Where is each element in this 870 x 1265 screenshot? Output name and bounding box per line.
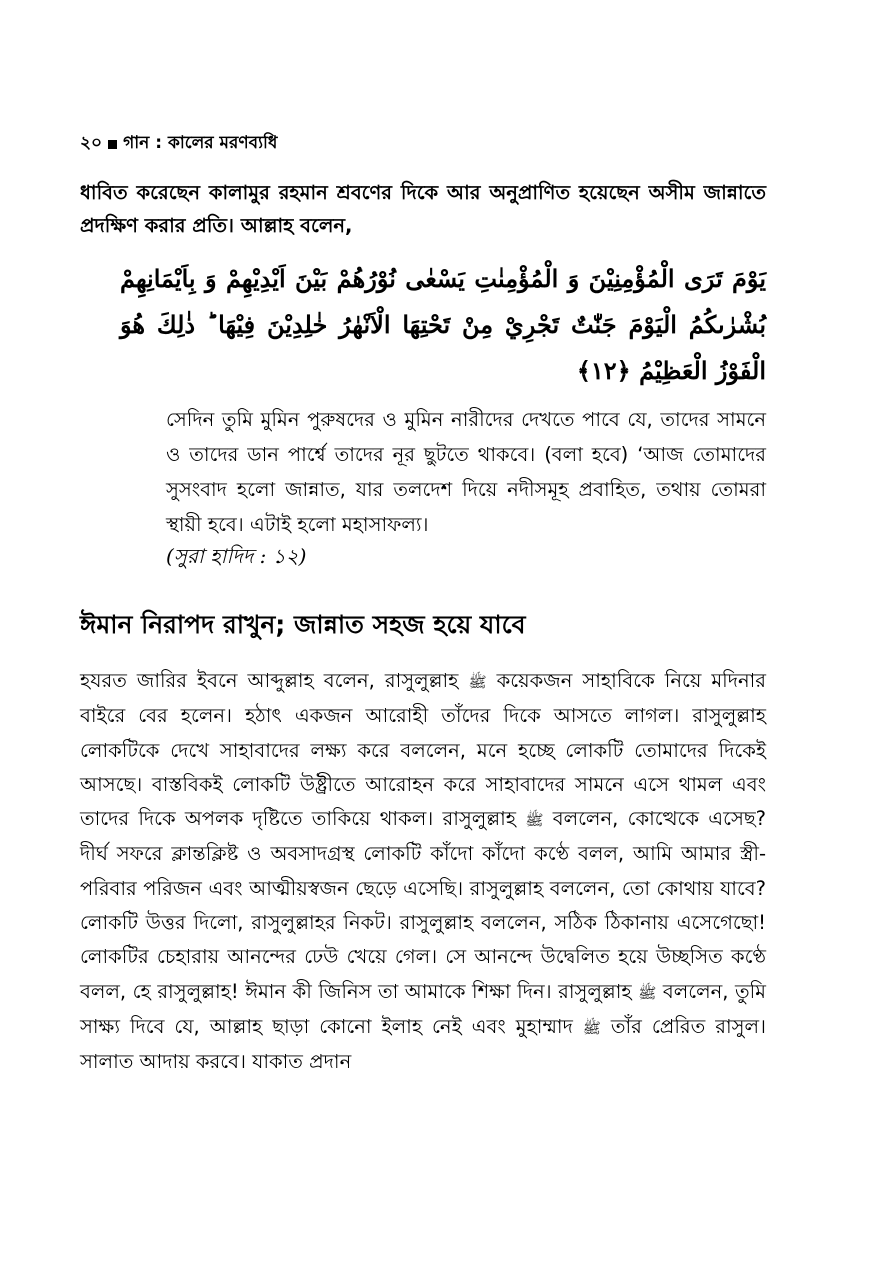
verse-citation: (সুরা হাদিদ : ১২) (166, 544, 307, 568)
paragraph-segment: তাঁর প্রেরিত রাসুল। সালাত আদায় করবে। যাকাত প্রদান (80, 1014, 766, 1074)
paragraph-segment: বললেন, তুমি সাক্ষ্য দিবে যে, আল্লাহ ছাড়া কোনো ইলাহ নেই এবং মুহাম্মাদ (80, 979, 767, 1038)
page-number: ২০ (80, 133, 103, 153)
paragraph-segment: কয়েকজন সাহাবিকে নিয়ে মদিনার বাইরে বের হলেন। হঠাৎ একজন আরোহী তাঁদের দিকে আসতে লাগল। রাসুলুল্লাহ লোকটিকে দেখে সাহাবাদের লক্ষ্য করে বললেন, মনে হচ্ছে লোকটি তোমাদের দিকেই আসছে। বাস্তবিকই লোকটি উষ্ট্রীতে আরোহন করে সাহাবাদের সামনে এসে থামল এবং তাদের দিকে অপলক দৃষ্টিতে তাকিয়ে থাকল। রাসুলুল্লাহ (80, 669, 767, 831)
pbuh-glyph-icon: ﷺ (468, 673, 487, 691)
main-paragraph (80, 664, 766, 1080)
arabic-verse: يَوْمَ تَرَى الْمُؤْمِنِيْنَ وَ الْمُؤْمِنٰتِ يَسْعٰى نُوْرُهُمْ بَيْنَ اَيْدِيْهِمْ وَ بِاَيْمَانِهِمْ بُشْرٰىكُمُ الْيَوْمَ جَنّٰتٌ تَجْرِيْ مِنْ تَحْتِهَا الْاَنْهٰرُ خٰلِدِيْنَ فِيْهَا ؕ ذٰلِكَ هُوَ الْفَوْزُ الْعَظِيْمُ ﴿١٢﴾ (120, 264, 766, 385)
section-heading: ঈমান নিরাপদ রাখুন; জান্নাত সহজ হয়ে যাবে (80, 610, 526, 639)
book-page (80, 130, 766, 1080)
pbuh-glyph-icon: ﷺ (525, 811, 544, 830)
verse-translation: সেদিন তুমি মুমিন পুরুষদের ও মুমিন নারীদের দেখতে পাবে যে, তাদের সামনে ও তাদের ডান পার্শ্বে তাদের নূর ছুটতে থাকবে। (বলা হবে) ‘আজ তোমাদের সুসংবাদ হলো জান্নাত, যার তলদেশ দিয়ে নদীসমূহ প্রবাহিত, তথায় তোমরা স্থায়ী হবে। এটাই হলো মহাসাফল্য। (166, 408, 766, 536)
paragraph-segment: বললেন, কোত্থেকে এসেছ? দীর্ঘ সফরে ক্লান্তক্লিষ্ট ও অবসাদগ্রস্থ লোকটি কাঁদো কাঁদো কণ্ঠে বলল, আমি আমার স্ত্রী-পরিবার পরিজন এবং আত্মীয়স্বজন ছেড়ে এসেছি। রাসুলুল্লাহ বললেন, তো কোথায় যাবে? লোকটি উত্তর দিলো, রাসুলুল্লাহর নিকট। রাসুলুল্লাহ বললেন, সঠিক ঠিকানায় এসেগেছো! লোকটির চেহারায় আনন্দের ঢেউ খেয়ে গেল। সে আনন্দে উদ্বেলিত হয়ে উচ্ছসিত কণ্ঠে বলল, হে রাসুলুল্লাহ! ঈমান কী জিনিস তা আমাকে শিক্ষা দিন। রাসুলুল্লাহ (80, 807, 767, 1003)
pbuh-glyph-icon: ﷺ (582, 1018, 601, 1037)
pbuh-glyph-icon: ﷺ (638, 983, 657, 1002)
paragraph-segment: হযরত জারির ইবনে আব্দুল্লাহ বলেন, রাসুলুল্লাহ (80, 669, 459, 692)
square-bullet-icon (108, 140, 117, 149)
book-title: গান : কালের মরণব্যধি (123, 133, 278, 153)
running-header (80, 130, 766, 158)
intro-paragraph: ধাবিত করেছেন কালামুর রহমান শ্রবণের দিকে আর অনুপ্রাণিত হয়েছেন অসীম জান্নাতে প্রদক্ষিণ করার প্রতি। আল্লাহ বলেন, (80, 181, 766, 237)
